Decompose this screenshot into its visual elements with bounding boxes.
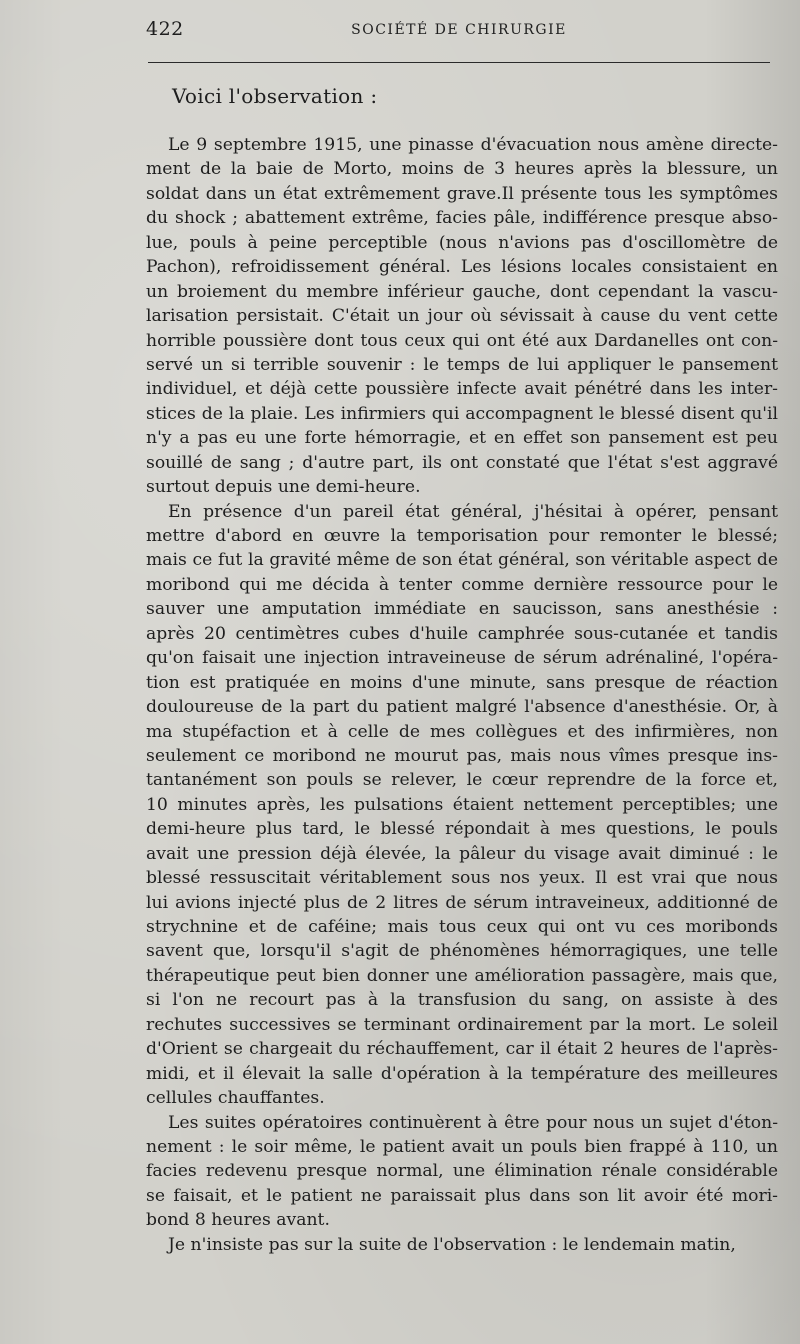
text-line: blessé ressuscitait véritablement sous nos yeux. Il est vrai que nous — [146, 868, 778, 889]
text-line: surtout depuis une demi-heure. — [146, 477, 421, 498]
text-line: larisation persistait. C'était un jour où sévissait à cause du vent cette — [146, 306, 778, 327]
text-line: demi-heure plus tard, le blessé répondait à mes questions, le pouls — [146, 819, 778, 840]
text-line: sauver une amputation immédiate en saucisson, sans anesthésie : — [146, 599, 778, 620]
text-line: nement : le soir même, le patient avait un pouls bien frappé à 110, un — [146, 1136, 778, 1157]
text-line: soldat dans un état extrêmement grave.Il présente tous les symptômes — [146, 183, 778, 204]
text-line: Le 9 septembre 1915, une pinasse d'évacuation nous amène directe- — [168, 135, 778, 155]
text-line: mettre d'abord en œuvre la temporisation pour remonter le blessé; — [146, 526, 778, 546]
text-line: midi, et il élevait la salle d'opération à la température des meilleures — [146, 1063, 778, 1084]
text-line: souillé de sang ; d'autre part, ils ont constaté que l'état s'est aggravé — [146, 452, 778, 473]
text-line: moribond qui me décida à tenter comme dernière ressource pour le — [146, 574, 778, 595]
text-line: avait une pression déjà élevée, la pâleur du visage avait diminué : le — [146, 843, 778, 864]
text-line: du shock ; abattement extrême, facies pâle, indifférence presque abso- — [146, 208, 778, 229]
text-line: facies redevenu presque normal, une élimination rénale considérable — [146, 1161, 778, 1182]
text-line: 10 minutes après, les pulsations étaient nettement perceptibles; une — [146, 794, 778, 815]
text-line: après 20 centimètres cubes d'huile camphrée sous-cutanée et tandis — [146, 623, 778, 644]
text-line: individuel, et déjà cette poussière infecte avait pénétré dans les inter- — [146, 379, 778, 400]
text-line: mais ce fut la gravité même de son état général, son véritable aspect de — [146, 550, 778, 571]
intro-line: Voici l'observation : — [172, 84, 378, 108]
text-line: Je n'insiste pas sur la suite de l'observation : le lendemain matin, — [168, 1234, 736, 1255]
text-line: thérapeutique peut bien donner une amélioration passagère, mais que, — [146, 965, 778, 986]
text-line: tantanément son pouls se relever, le cœur reprendre de la force et, — [146, 770, 778, 791]
text-line: savent que, lorsqu'il s'agit de phénomènes hémorragiques, une telle — [146, 941, 778, 962]
running-head: SOCIÉTÉ DE CHIRURGIE — [351, 22, 567, 38]
page-number: 422 — [146, 18, 184, 40]
text-line: Les suites opératoires continuèrent à être pour nous un sujet d'éton- — [168, 1112, 778, 1133]
text-line: douloureuse de la part du patient malgré l'absence d'anesthésie. Or, à — [146, 697, 778, 718]
text-line: d'Orient se chargeait du réchauffement, car il était 2 heures de l'après- — [146, 1039, 778, 1060]
text-line: se faisait, et le patient ne paraissait plus dans son lit avoir été mori- — [146, 1185, 778, 1206]
text-line: n'y a pas eu une forte hémorragie, et en effet son pansement est peu — [146, 428, 778, 449]
text-line: si l'on ne recourt pas à la transfusion du sang, on assiste à des — [146, 990, 778, 1011]
body-text — [146, 133, 778, 1257]
text-line: rechutes successives se terminant ordinairement par la mort. Le soleil — [146, 1014, 778, 1035]
text-line: tion est pratiquée en moins d'une minute, sans presque de réaction — [146, 672, 778, 693]
text-line: ment de la baie de Morto, moins de 3 heures après la blessure, un — [146, 159, 778, 180]
text-line: lui avions injecté plus de 2 litres de sérum intraveineux, additionné de — [146, 892, 778, 913]
page-header — [146, 18, 772, 46]
text-line: bond 8 heures avant. — [146, 1210, 330, 1231]
text-line: cellules chauffantes. — [146, 1088, 325, 1109]
text-line: stices de la plaie. Les infirmiers qui accompagnent le blessé disent qu'il — [146, 403, 778, 424]
text-line: horrible poussière dont tous ceux qui ont été aux Dardanelles ont con- — [146, 330, 778, 351]
text-line: un broiement du membre inférieur gauche, dont cependant la vascu- — [146, 281, 778, 302]
text-line: strychnine et de caféine; mais tous ceux qui ont vu ces moribonds — [146, 917, 778, 937]
header-rule — [148, 62, 770, 63]
text-line: ma stupéfaction et à celle de mes collègues et des infirmières, non — [146, 721, 778, 742]
text-line: En présence d'un pareil état général, j'hésitai à opérer, pensant — [168, 501, 778, 522]
text-line: Pachon), refroidissement général. Les lésions locales consistaient en — [146, 257, 778, 278]
text-line: servé un si terrible souvenir : le temps de lui appliquer le pansement — [146, 354, 778, 375]
text-line: seulement ce moribond ne mourut pas, mais nous vîmes presque ins- — [146, 745, 778, 766]
text-line: lue, pouls à peine perceptible (nous n'avions pas d'oscillomètre de — [146, 232, 778, 253]
text-line: qu'on faisait une injection intraveineuse de sérum adrénaliné, l'opéra- — [146, 648, 778, 669]
